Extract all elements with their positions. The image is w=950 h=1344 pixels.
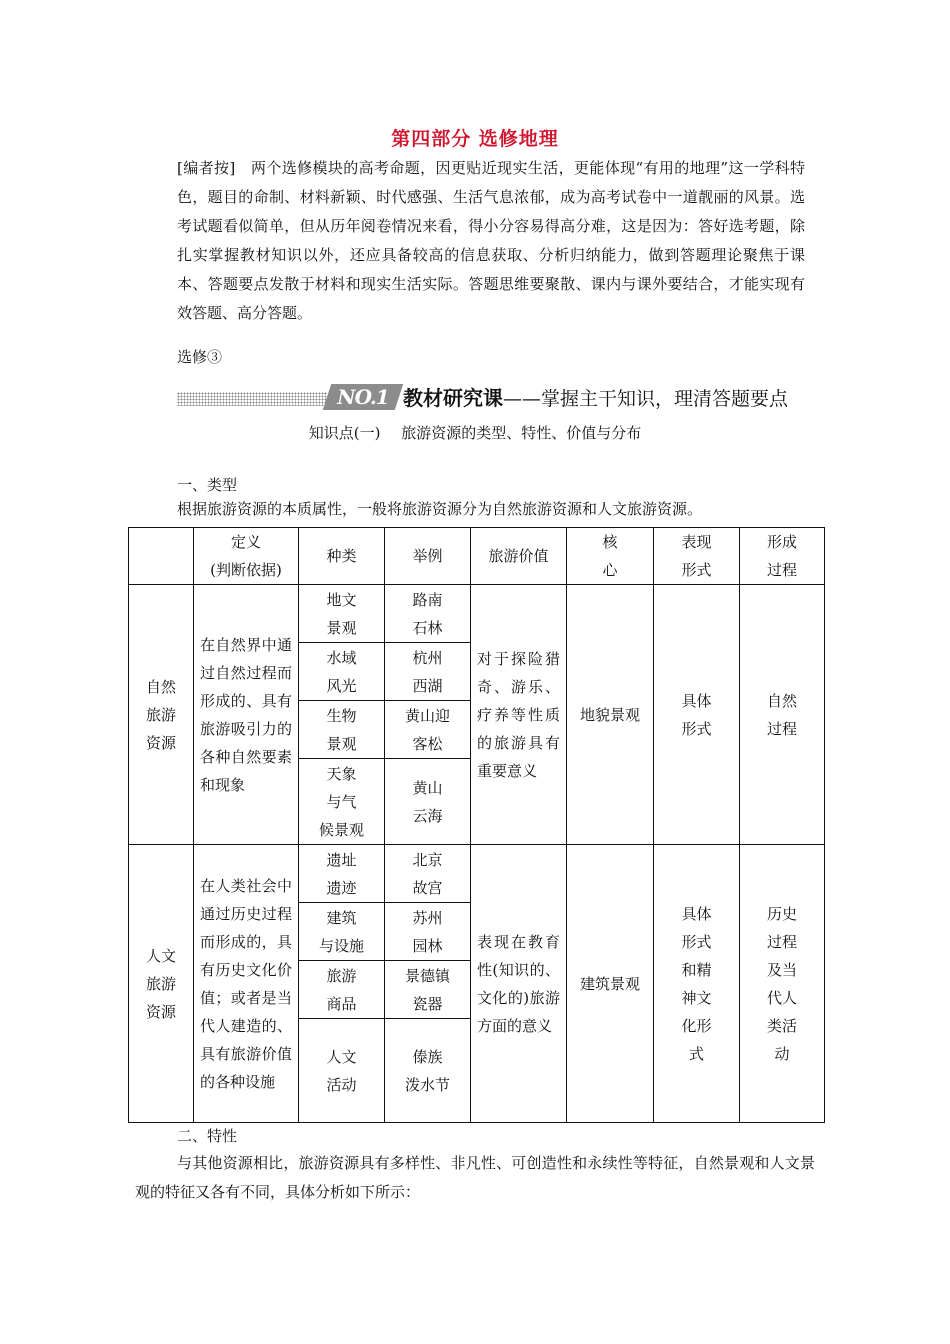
human-kind: 人文 活动 [299, 1019, 385, 1123]
human-form: 具体 形式 和精 神文 化形 式 [654, 845, 740, 1123]
human-process: 历史 过程 及当 代人 类活 动 [740, 845, 825, 1123]
natural-process: 自然 过程 [740, 585, 825, 845]
human-definition: 在人类社会中通过历史过程而形成的，具有历史文化价值；或者是当代人建造的、具有旅游价值的各种设施 [194, 845, 299, 1123]
human-example: 北京 故宫 [385, 845, 471, 903]
banner-subtitle: ——掌握主干知识，理清答题要点 [503, 388, 789, 410]
table-header-cell: 核 心 [567, 528, 654, 585]
table-row [129, 585, 825, 643]
section1-text: 根据旅游资源的本质属性，一般将旅游资源分为自然旅游资源和人文旅游资源。 [177, 500, 703, 518]
banner-dots-decoration [177, 392, 327, 406]
knowledge-point-topic: 旅游资源的类型、特性、价值与分布 [401, 424, 642, 442]
natural-value: 对于探险猎奇、游乐、疗养等性质的旅游具有重要意义 [471, 585, 567, 845]
table-header-cell: 种类 [299, 528, 385, 585]
header-empty-cell [129, 528, 194, 585]
natural-kind: 天象 与气 候景观 [299, 759, 385, 845]
knowledge-point-label: 知识点(一) [308, 424, 381, 442]
section2-heading: 二、特性 [177, 1127, 238, 1145]
natural-definition: 在自然界中通过自然过程而形成的、具有旅游吸引力的各种自然要素和现象 [194, 585, 299, 845]
human-kind: 建筑 与设施 [299, 903, 385, 961]
tourism-resource-table [128, 527, 825, 1123]
table-header-cell: 表现 形式 [654, 528, 740, 585]
human-core: 建筑景观 [567, 845, 654, 1123]
editor-note [177, 154, 805, 328]
editor-note-text: [编者按] 两个选修模块的高考命题，因更贴近现实生活，更能体现“有用的地理”这一学科特色，题目的命制、材料新颖、时代感强、生活气息浓郁，成为高考试卷中一道靓丽的风景。选考试题看似简单，但从历年阅卷情况来看，得小分容易得高分难，这是因为：答好选考题，除扎实掌握教材知识以外，还应具备较高的信息获取、分析归纳能力，做到答题理论聚焦于课本、答题要点发散于材料和现实生活实际。答题思维要聚散、课内与课外要结合，才能实现有效答题、高分答题。 [177, 159, 805, 322]
human-kind: 遗址 遗迹 [299, 845, 385, 903]
table-header-row [129, 528, 825, 585]
section-banner [177, 382, 817, 414]
natural-example: 黄山 云海 [385, 759, 471, 845]
section2-text: 与其他资源相比，旅游资源具有多样性、非凡性、可创造性和永续性等特征，自然景观和人文景观的特征又各有不同，具体分析如下所示： [135, 1154, 815, 1201]
human-resource-name: 人文 旅游 资源 [129, 845, 194, 1123]
human-example: 傣族 泼水节 [385, 1019, 471, 1123]
section1-heading: 一、类型 [177, 476, 238, 494]
banner-badge [323, 384, 403, 410]
human-value: 表现在教育性(知识的、文化的)旅游方面的意义 [471, 845, 567, 1123]
natural-example: 路南 石林 [385, 585, 471, 643]
natural-resource-name: 自然 旅游 资源 [129, 585, 194, 845]
natural-example: 黄山迎 客松 [385, 701, 471, 759]
banner-main-title: 教材研究课 [403, 386, 503, 410]
natural-kind: 水域 风光 [299, 643, 385, 701]
banner-badge-text: NO.1 [337, 385, 389, 409]
natural-example: 杭州 西湖 [385, 643, 471, 701]
table-header-cell: 旅游价值 [471, 528, 567, 585]
page-title: 第四部分 选修地理 [391, 128, 559, 150]
table-header-cell: 形成 过程 [740, 528, 825, 585]
natural-core: 地貌景观 [567, 585, 654, 845]
natural-form: 具体 形式 [654, 585, 740, 845]
human-kind: 旅游 商品 [299, 961, 385, 1019]
human-example: 苏州 园林 [385, 903, 471, 961]
table-row [129, 845, 825, 903]
elective-label: 选修③ [177, 348, 223, 366]
natural-kind: 地文 景观 [299, 585, 385, 643]
table-header-cell: 举例 [385, 528, 471, 585]
knowledge-point-heading [0, 422, 950, 443]
natural-kind: 生物 景观 [299, 701, 385, 759]
human-example: 景德镇 瓷器 [385, 961, 471, 1019]
table-header-cell: 定义 (判断依据) [194, 528, 299, 585]
